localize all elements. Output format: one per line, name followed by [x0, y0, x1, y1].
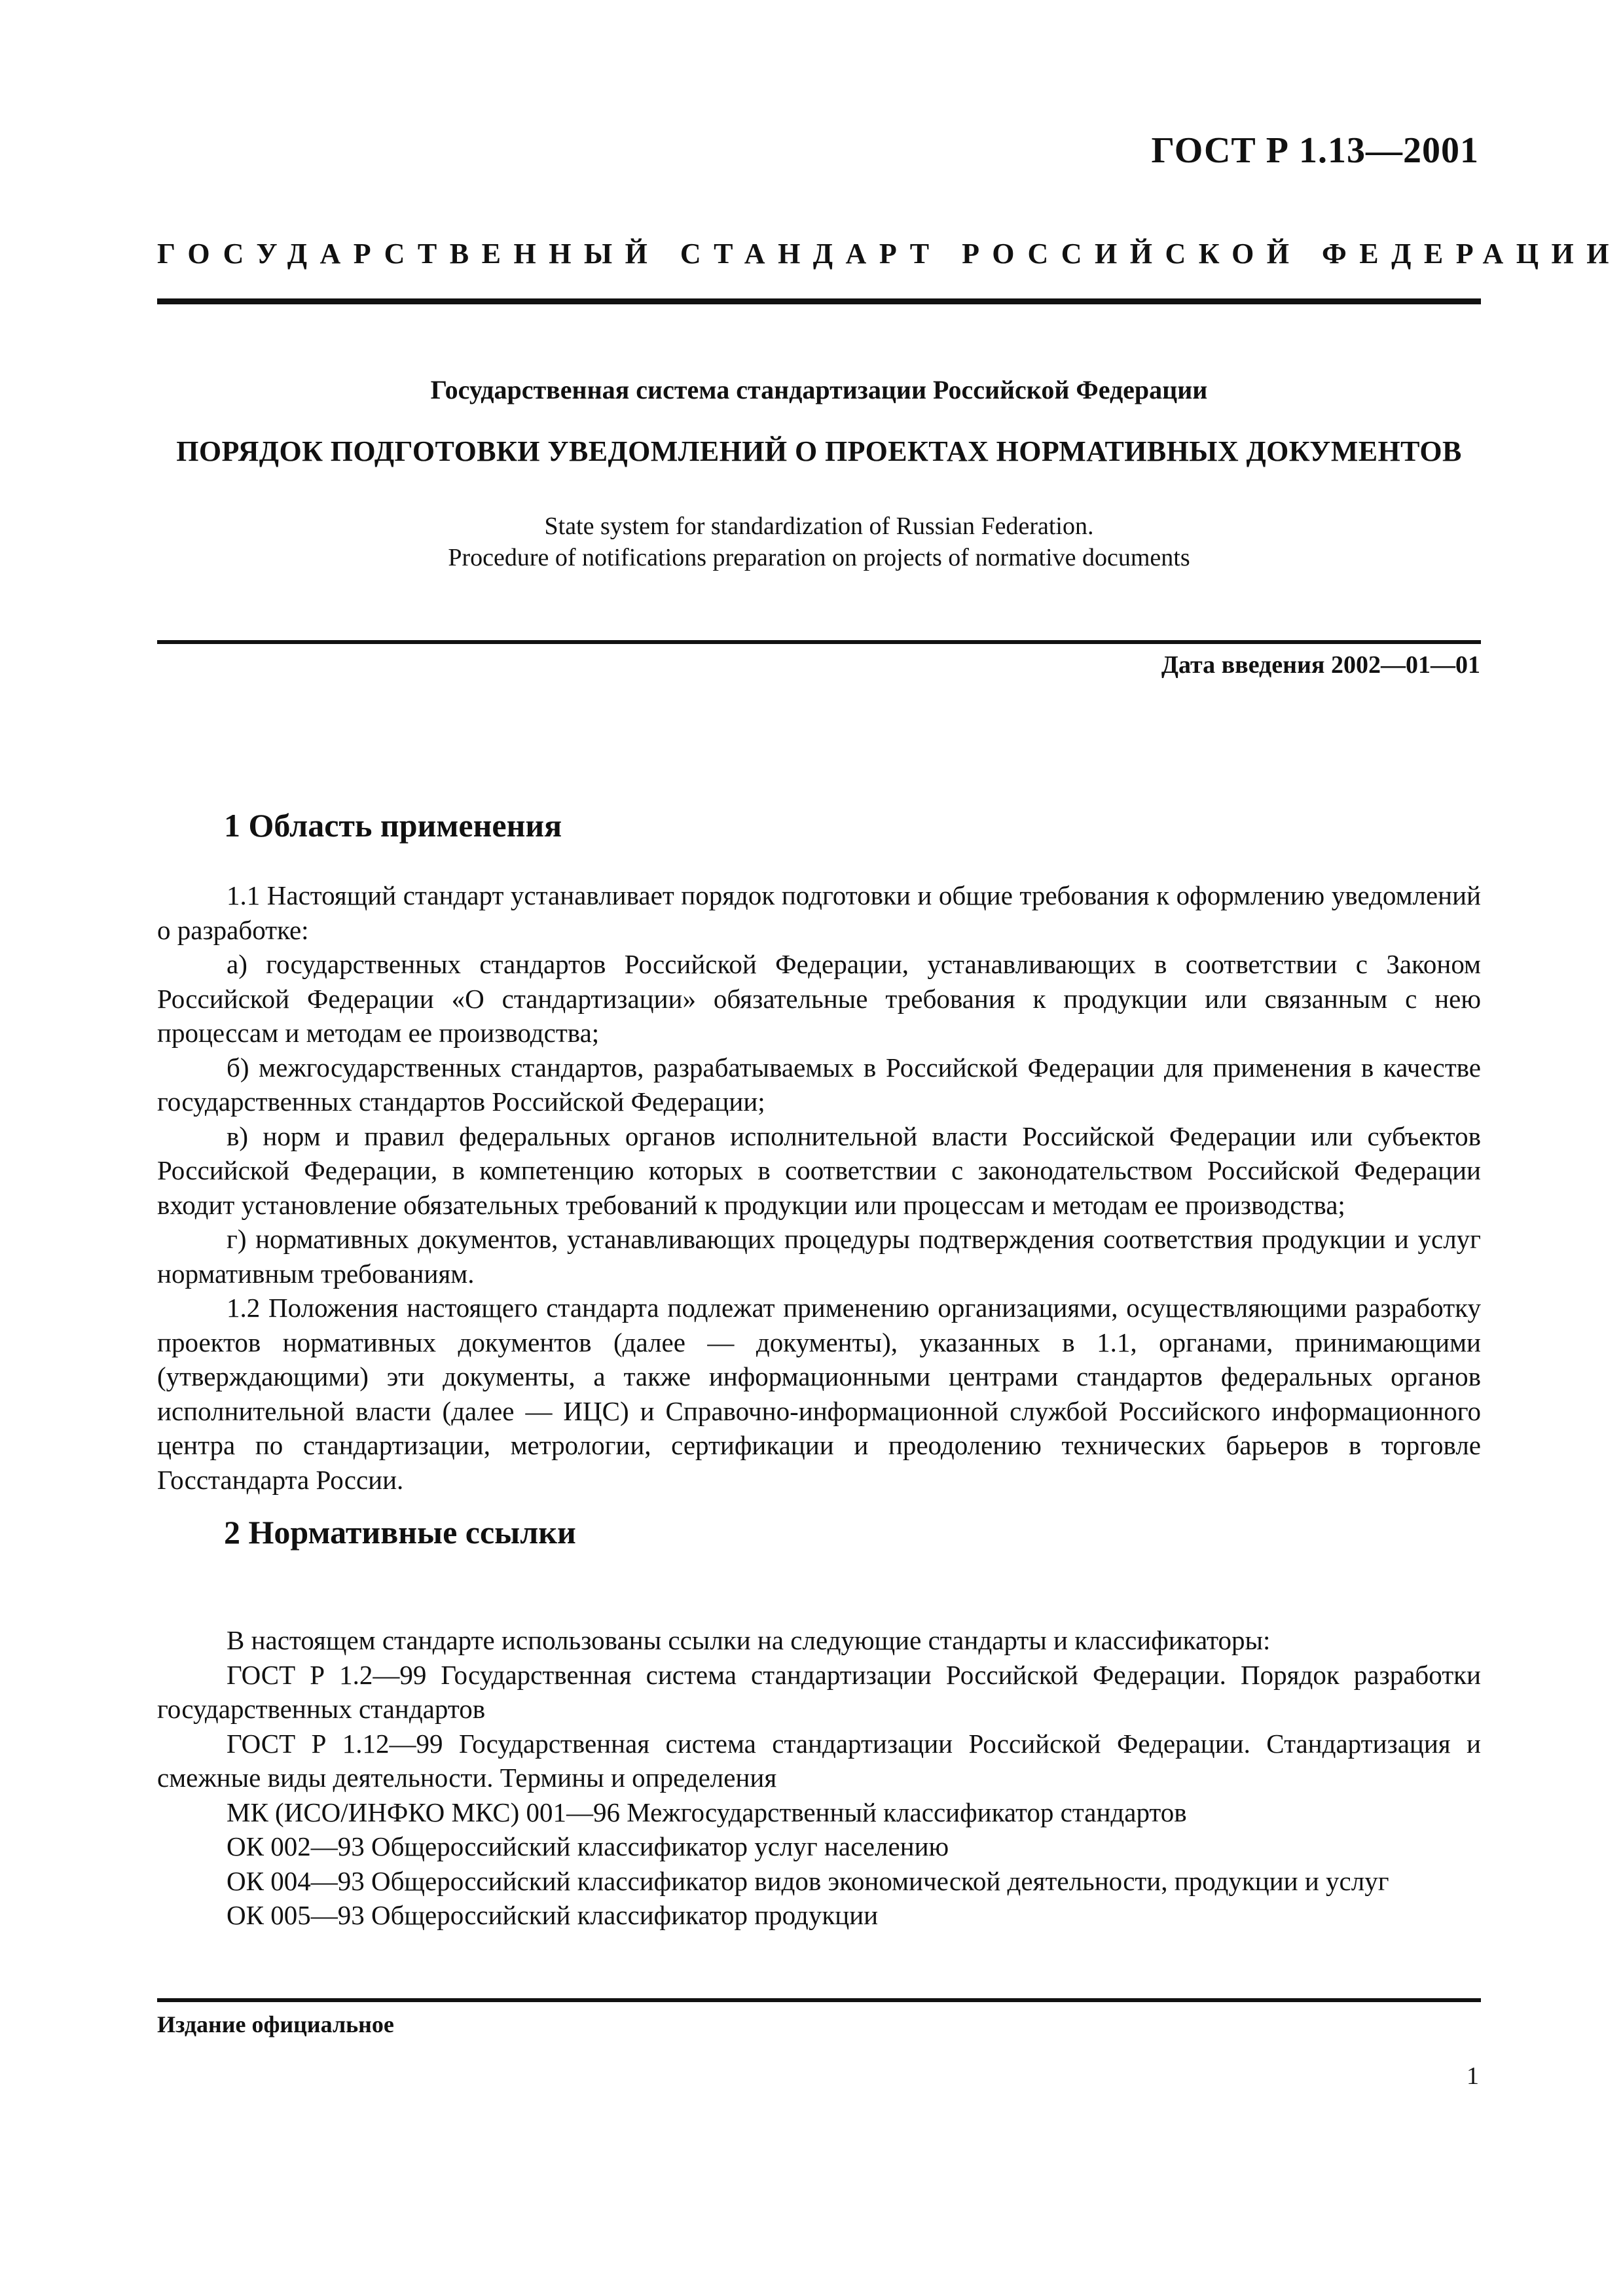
introduction-date: Дата введения 2002—01—01: [1161, 651, 1480, 679]
section-body-scope: [157, 878, 1481, 1497]
paragraph: В настоящем стандарте использованы ссылки на следующие стандарты и классификаторы:: [227, 1625, 1271, 1655]
reference-item: ГОСТ Р 1.12—99 Государственная система стандартизации Российской Федерации. Стандартизация и смежные виды деятельности. Термины и определения: [157, 1728, 1481, 1793]
reference-item: ОК 002—93 Общероссийский классификатор услуг населению: [227, 1831, 949, 1861]
paragraph: г) нормативных документов, устанавливающих процедуры подтверждения соответствия продукции и услуг нормативным требованиям.: [157, 1224, 1481, 1289]
paragraph: а) государственных стандартов Российской Федерации, устанавливающих в соответствии с Законом Российской Федерации «О стандартизации» обязательные требования к продукции или связанным с нею процессам и методам ее производства;: [157, 949, 1481, 1048]
page-number: 1: [1467, 2062, 1479, 2090]
english-title-line-1: State system for standardization of Russian Federation.: [544, 512, 1094, 540]
section-heading-references: 2 Нормативные ссылки: [224, 1514, 576, 1551]
reference-item: ГОСТ Р 1.2—99 Государственная система стандартизации Российской Федерации. Порядок разработки государственных стандартов: [157, 1659, 1481, 1724]
paragraph: в) норм и правил федеральных органов исполнительной власти Российской Федерации или субъектов Российской Федерации, в компетенцию которых в соответствии с законодательством Российской Федерации входит установление обязательных требований к продукции или процессам и методам ее производства;: [157, 1121, 1481, 1220]
paragraph: 1.1 Настоящий стандарт устанавливает порядок подготовки и общие требования к оформлению уведомлений о разработке:: [157, 880, 1481, 945]
english-title-line-2: Procedure of notifications preparation on projects of normative documents: [448, 544, 1190, 571]
official-edition-note: Издание официальное: [157, 2011, 394, 2037]
section-body-references: [157, 1623, 1481, 1933]
top-rule: [157, 298, 1481, 304]
paragraph: 1.2 Положения настоящего стандарта подлежат применению организациями, осуществляющими разработку проектов нормативных документов (далее — документы), указанных в 1.1, органами, принимающими (утверждающими) эти документы, а также информационными центрами стандартов федеральных органов исполнительной власти (далее — ИЦС) и Справочно-информационной службой Российского информационного центра по стандартизации, метрологии, сертификации и преодолению технических барьеров в торговле Госстандарта России.: [157, 1293, 1481, 1495]
reference-item: МК (ИСО/ИНФКО МКС) 001—96 Межгосударственный классификатор стандартов: [227, 1797, 1187, 1827]
title-rule: [157, 640, 1481, 644]
reference-item: ОК 005—93 Общероссийский классификатор продукции: [227, 1900, 879, 1930]
main-title: ПОРЯДОК ПОДГОТОВКИ УВЕДОМЛЕНИЙ О ПРОЕКТАХ НОРМАТИВНЫХ ДОКУМЕНТОВ: [176, 435, 1462, 467]
state-standard-banner: ГОСУДАРСТВЕННЫЙ СТАНДАРТ РОССИЙСКОЙ ФЕДЕРАЦИИ: [157, 238, 1622, 270]
english-title: [157, 511, 1481, 573]
paragraph: б) межгосударственных стандартов, разрабатываемых в Российской Федерации для применения в качестве государственных стандартов Российской Федерации;: [157, 1052, 1481, 1117]
reference-item: ОК 004—93 Общероссийский классификатор видов экономической деятельности, продукции и услуг: [227, 1865, 1389, 1896]
document-code: ГОСТ Р 1.13—2001: [1151, 130, 1479, 171]
section-heading-scope: 1 Область применения: [224, 807, 562, 844]
system-title: Государственная система стандартизации Российской Федерации: [430, 375, 1208, 404]
footer-rule: [157, 1998, 1481, 2002]
